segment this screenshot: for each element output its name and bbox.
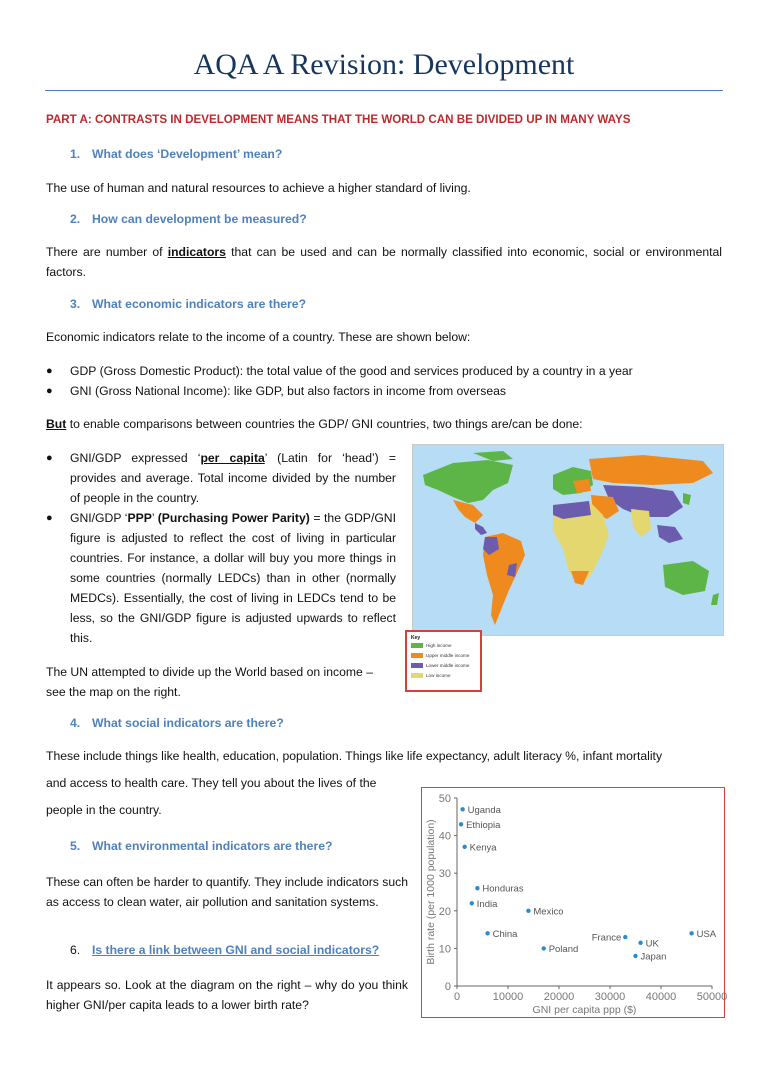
- y-tick-label: 50: [438, 793, 451, 805]
- question-number: 2.: [70, 212, 81, 226]
- answer-2-text: There are number of: [46, 245, 168, 259]
- question-3: [70, 297, 306, 311]
- question-text: What social indicators are there?: [92, 716, 284, 730]
- map-key-item: [411, 663, 469, 668]
- question-number: 4.: [70, 716, 81, 730]
- y-tick-label: 0: [444, 981, 451, 993]
- answer-6: It appears so. Look at the diagram on the right – why do you think higher GNI/per capita leads to a lower birth rate?: [46, 978, 408, 1012]
- question-number: 1.: [70, 147, 81, 161]
- page-title: AQA A Revision: Development: [193, 48, 575, 81]
- x-axis-label: GNI per capita ppp ($): [532, 1004, 637, 1016]
- data-point: [459, 822, 463, 826]
- point-label: France: [591, 932, 622, 944]
- point-label: USA: [696, 928, 717, 940]
- point-label: Honduras: [482, 883, 524, 895]
- but-word: But: [46, 417, 67, 431]
- per-capita-post: ’ (Latin for ‘head’) = provides and average. Total income divided by the number of people in the country.: [70, 451, 396, 505]
- world-income-map: [412, 444, 724, 636]
- but-line-text: to enable comparisons between countries the GDP/ GNI countries, two things are/can be done:: [66, 417, 583, 431]
- but-line: [46, 414, 722, 434]
- bullet-text: GDP (Gross Domestic Product): the total value of the good and services produced by a country in a year: [70, 364, 633, 378]
- x-tick-label: 40000: [645, 991, 677, 1003]
- per-capita-term: per capita: [200, 451, 265, 465]
- question-text: Is there a link between GNI and social indicators?: [92, 943, 380, 957]
- australia-shape: [663, 561, 709, 595]
- question-5: [70, 839, 332, 853]
- data-point: [623, 935, 627, 939]
- data-point: [485, 931, 489, 935]
- question-2: [70, 212, 307, 226]
- y-tick-label: 10: [438, 943, 451, 956]
- y-tick-label: 30: [438, 868, 451, 881]
- econ-bullet-gni: [46, 381, 722, 401]
- bullet-text: [70, 508, 396, 648]
- question-text: What economic indicators are there?: [92, 297, 307, 311]
- question-1: [70, 147, 282, 161]
- bullet-text: GNI (Gross National Income): like GDP, but also factors in income from overseas: [70, 384, 506, 398]
- answer-3: Economic indicators relate to the income of a country. These are shown below:: [46, 330, 471, 344]
- point-label: UK: [645, 938, 659, 950]
- new-zealand-shape: [711, 593, 719, 605]
- part-a-heading: PART A: CONTRASTS IN DEVELOPMENT MEANS THAT THE WORLD CAN BE DIVIDED UP IN MANY WAYS: [46, 113, 631, 126]
- data-point: [638, 941, 642, 945]
- question-number: 6.: [70, 943, 81, 957]
- answer-5: These can often be harder to quantify. They include indicators such as access to clean water, air pollution and sanitation systems.: [46, 875, 409, 909]
- ppp-mid: ’: [151, 511, 158, 525]
- y-tick-label: 20: [438, 905, 451, 918]
- x-tick-label: 50000: [696, 991, 728, 1003]
- point-label: Uganda: [467, 804, 501, 816]
- map-key-item: [411, 653, 469, 658]
- birth-rate-scatter: [422, 788, 728, 1017]
- data-point: [689, 931, 693, 935]
- southeast-asia-shape: [657, 525, 683, 543]
- data-point: [475, 886, 479, 890]
- data-point: [460, 807, 464, 811]
- legend-swatch: [411, 663, 423, 668]
- greenland-shape: [473, 451, 513, 461]
- answer-4-line-2: and access to health care. They tell you about the lives of the: [46, 776, 377, 790]
- bullet-icon: ●: [46, 512, 53, 524]
- point-label: China: [492, 928, 518, 940]
- answer-2-text-cont: that can be used and can be normally classified into economic, social or environmental factors.: [46, 245, 723, 279]
- legend-label: High income: [426, 643, 452, 648]
- question-6: [70, 943, 379, 957]
- per-capita-pre: GNI/GDP expressed ‘: [70, 451, 201, 465]
- answer-1: The use of human and natural resources to achieve a higher standard of living.: [46, 181, 471, 195]
- legend-label: Upper middle income: [426, 653, 470, 658]
- answer-4-line-1: These include things like health, education, population. Things like life expectancy, adult literacy %, infant mortality: [46, 749, 663, 763]
- central-america-shape: [475, 523, 487, 535]
- japan-shape: [683, 493, 691, 505]
- title-divider: [45, 90, 723, 91]
- mexico-shape: [453, 500, 483, 523]
- indicators-term: indicators: [167, 245, 226, 259]
- y-axis-label: Birth rate (per 1000 population): [425, 819, 437, 965]
- ppp-post: = the GDP/GNI figure is adjusted to reflect the cost of living in particular countries. For instance, a dollar will buy you more things in some countries (normally LEDCs) than in other (normally MEDCs). Essentially, the cost of living in LEDCs tend to be less, so the GNI/GDP figure is adjusted upwards to reflect this.: [70, 511, 396, 645]
- question-number: 5.: [70, 839, 81, 853]
- answer-4-line-3: people in the country.: [46, 803, 162, 817]
- question-text: How can development be measured?: [92, 212, 307, 226]
- question-4: [70, 716, 284, 730]
- legend-label: Lower middle income: [426, 663, 470, 668]
- legend-label: Low income: [426, 673, 451, 678]
- data-point: [462, 845, 466, 849]
- point-label: Mexico: [533, 906, 564, 918]
- point-label: Ethiopia: [466, 819, 501, 831]
- north-america-shape: [423, 460, 513, 503]
- data-point: [542, 946, 546, 950]
- ppp-pre: GNI/GDP ‘: [70, 511, 128, 525]
- bullet-icon: ●: [46, 385, 53, 397]
- bullet-ppp: [46, 508, 396, 648]
- map-key-item: [411, 643, 452, 648]
- bullet-text: [70, 448, 396, 508]
- question-number: 3.: [70, 297, 81, 311]
- map-key-item: [411, 673, 451, 678]
- point-label: Kenya: [469, 842, 497, 854]
- legend-swatch: [411, 673, 423, 678]
- map-key-title: Key: [411, 635, 421, 641]
- legend-swatch: [411, 643, 423, 648]
- data-point: [470, 901, 474, 905]
- legend-swatch: [411, 653, 423, 658]
- answer-2: [46, 242, 722, 282]
- world-map-graphic: [413, 445, 723, 635]
- un-paragraph: The UN attempted to divide up the World based on income – see the map on the right.: [46, 665, 373, 699]
- birth-rate-chart: [421, 787, 728, 1018]
- ppp-term: PPP: [127, 511, 152, 525]
- x-tick-label: 0: [453, 991, 461, 1003]
- x-tick-label: 20000: [543, 991, 575, 1003]
- point-label: Poland: [548, 943, 579, 955]
- ppp-full-term: (Purchasing Power Parity): [157, 511, 310, 525]
- bullet-icon: ●: [46, 365, 53, 377]
- econ-bullet-gdp: [46, 361, 722, 381]
- data-point: [633, 954, 637, 958]
- question-text: What environmental indicators are there?: [92, 839, 333, 853]
- map-key: [405, 630, 482, 692]
- bullet-per-capita: [46, 448, 396, 508]
- y-tick-label: 40: [438, 830, 451, 843]
- india-shape: [631, 509, 651, 537]
- bullet-icon: ●: [46, 452, 53, 464]
- russia-shape: [589, 455, 713, 485]
- x-tick-label: 10000: [492, 991, 524, 1003]
- point-label: India: [476, 898, 498, 910]
- data-point: [526, 909, 530, 913]
- question-text: What does ‘Development’ mean?: [92, 147, 283, 161]
- x-tick-label: 30000: [594, 991, 626, 1003]
- point-label: Japan: [640, 951, 667, 963]
